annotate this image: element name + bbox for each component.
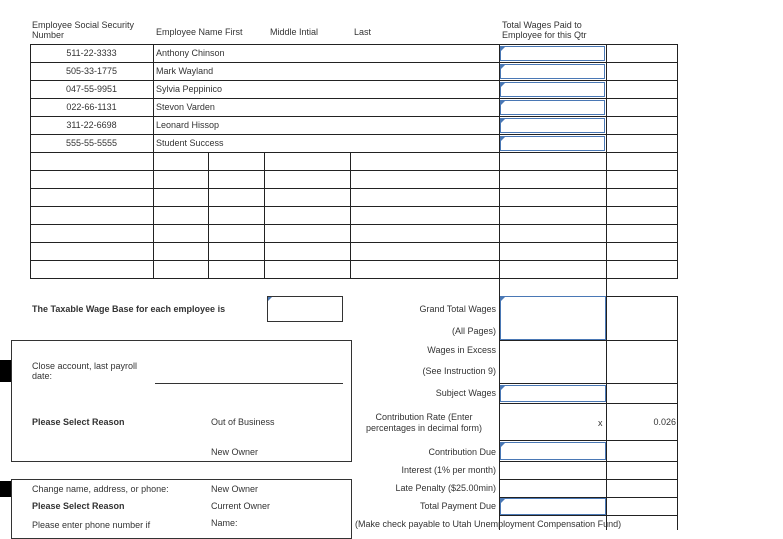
grid-line — [264, 152, 265, 278]
employee-ssn: 505-33-1775 — [65, 66, 118, 76]
employee-ssn: 511-22-3333 — [66, 48, 117, 58]
grid-line — [677, 296, 678, 530]
grid-line — [606, 44, 607, 530]
change-info-label: Change name, address, or phone: — [32, 484, 169, 494]
grid-line — [677, 44, 678, 278]
grid-line — [499, 479, 678, 480]
grid-line — [30, 188, 678, 189]
close-account-label: Close account, last payroll date: — [32, 361, 138, 381]
grid-line — [499, 340, 678, 341]
last-name-column-header: Last — [354, 27, 372, 37]
grid-line — [30, 206, 678, 207]
grid-line — [30, 44, 31, 278]
grid-line — [30, 224, 678, 225]
grand-total-wages-label: Grand Total Wages — [419, 304, 496, 314]
first-name-column-header: Employee Name First — [156, 27, 243, 37]
grid-line — [350, 152, 351, 278]
wages-input[interactable] — [500, 118, 605, 133]
taxable-wage-base-input[interactable] — [267, 296, 343, 322]
interest-label: Interest (1% per month) — [401, 465, 496, 475]
grid-line — [499, 383, 678, 384]
close-account-panel — [11, 340, 352, 462]
grid-line — [499, 440, 678, 441]
ssn-column-header: Employee Social Security Number — [32, 20, 135, 40]
total-payment-due-input[interactable] — [500, 498, 606, 515]
phone-prompt: Please enter phone number if — [32, 520, 151, 530]
grid-line — [30, 98, 678, 99]
close-reason-select[interactable]: Please Select Reason — [32, 417, 125, 427]
taxable-wage-base-label: The Taxable Wage Base for each employee is — [32, 304, 226, 314]
owner-name-label: Name: — [211, 518, 238, 528]
grid-line — [30, 170, 678, 171]
employee-name: Anthony Chinson — [156, 48, 225, 58]
change-reason-select[interactable]: Please Select Reason — [32, 501, 125, 511]
grid-line — [30, 116, 678, 117]
employee-ssn: 311-22-6698 — [66, 120, 117, 130]
grid-line — [30, 134, 678, 135]
grid-line — [499, 515, 678, 516]
grid-line — [30, 260, 678, 261]
subject-wages-input[interactable] — [500, 385, 606, 402]
contribution-rate-value: 0.026 — [653, 417, 676, 427]
wages-in-excess-label: Wages in Excess — [427, 345, 496, 355]
employee-ssn: 047-55-9951 — [65, 84, 118, 94]
wages-column-header: Total Wages Paid to Employee for this Qtr — [502, 20, 587, 40]
employee-ssn: 022-66-1131 — [66, 102, 117, 112]
close-reason-out-of-business[interactable]: Out of Business — [211, 417, 275, 427]
multiply-symbol: x — [598, 418, 603, 428]
section-marker — [0, 481, 11, 497]
grid-line — [153, 44, 154, 278]
employee-name: Sylvia Peppinico — [156, 84, 223, 94]
all-pages-label: (All Pages) — [451, 326, 496, 336]
section-marker — [0, 360, 11, 382]
wages-input[interactable] — [500, 46, 605, 61]
wages-input[interactable] — [500, 64, 605, 79]
current-owner-label: Current Owner — [211, 501, 271, 511]
last-payroll-date-input[interactable] — [155, 383, 343, 384]
wages-input[interactable] — [500, 100, 605, 115]
grid-line — [30, 62, 678, 63]
employee-name: Leonard Hissop — [156, 120, 220, 130]
wages-input[interactable] — [500, 82, 605, 97]
employee-name: Mark Wayland — [156, 66, 214, 76]
grid-line — [30, 152, 678, 153]
employee-name: Stevon Varden — [156, 102, 215, 112]
employee-name: Student Success — [156, 138, 224, 148]
grid-line — [208, 152, 209, 278]
grand-total-wages-input[interactable] — [500, 296, 606, 340]
grid-line — [30, 242, 678, 243]
middle-initial-column-header: Middle Intial — [270, 27, 319, 37]
grid-line — [499, 403, 678, 404]
employee-ssn: 555-55-5555 — [65, 138, 118, 148]
contribution-due-label: Contribution Due — [428, 447, 496, 457]
grid-line — [499, 461, 678, 462]
subject-wages-label: Subject Wages — [435, 388, 496, 398]
total-payment-due-label: Total Payment Due — [419, 501, 496, 511]
make-check-note: (Make check payable to Utah Unemployment Compensation Fund) — [355, 519, 622, 529]
wages-input[interactable] — [500, 136, 605, 151]
see-instruction-label: (See Instruction 9) — [422, 366, 496, 376]
grid-line — [30, 44, 678, 45]
close-reason-new-owner[interactable]: New Owner — [211, 447, 259, 457]
contribution-due-input[interactable] — [500, 442, 606, 460]
new-owner-label: New Owner — [211, 484, 259, 494]
grid-line — [30, 80, 678, 81]
contribution-rate-label: Contribution Rate (Enter percentages in decimal form) — [365, 412, 483, 433]
late-penalty-label: Late Penalty ($25.00min) — [395, 483, 496, 493]
grid-line — [30, 278, 678, 279]
